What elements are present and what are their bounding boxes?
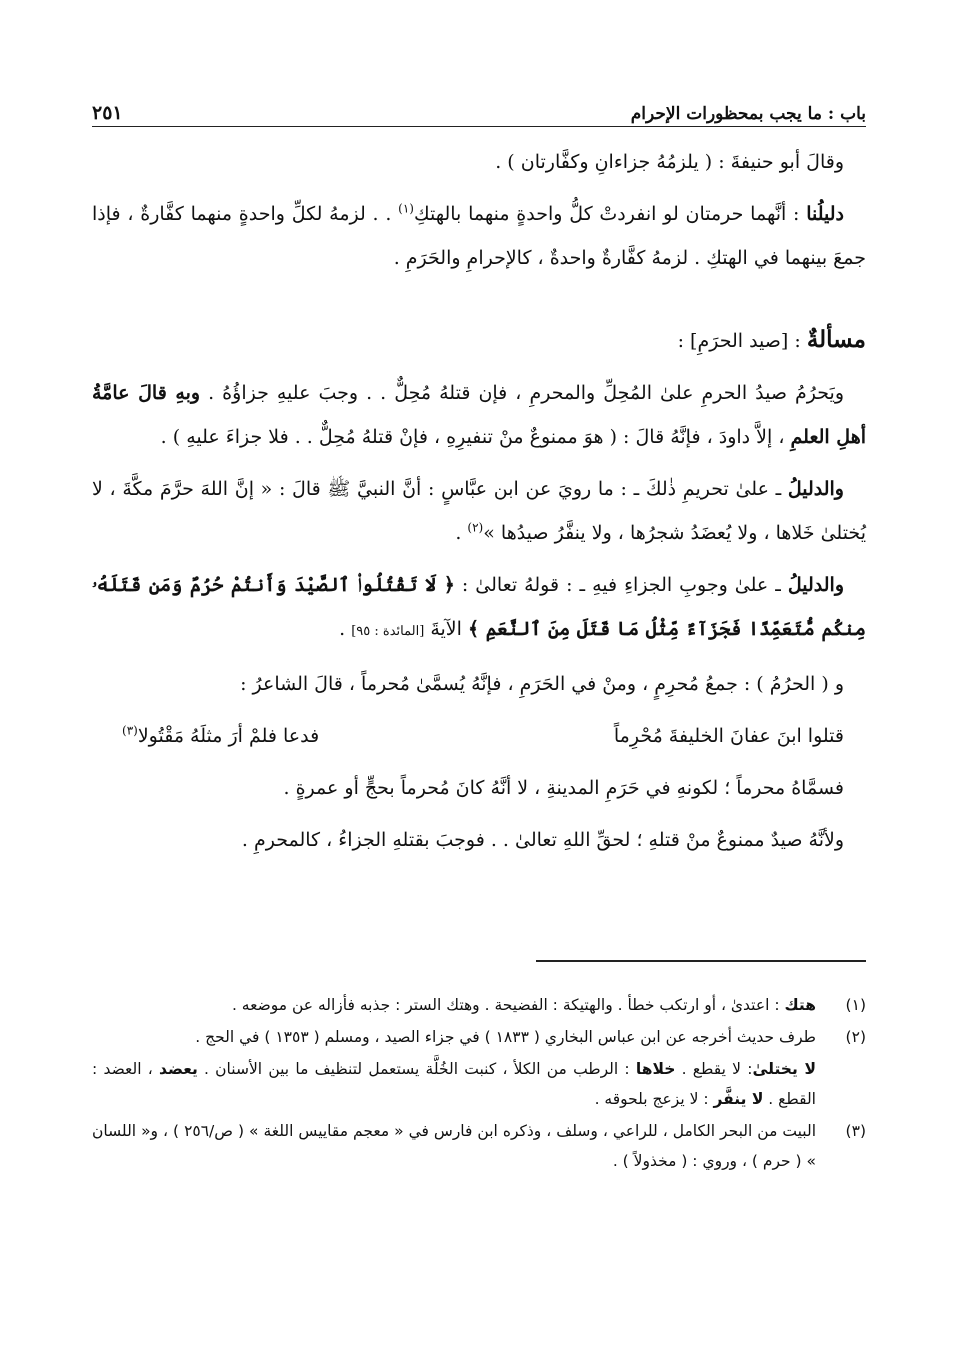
verse-first-hemistich: قتلوا ابنَ عفانَ الخليفةَ مُحْرِماً: [613, 725, 844, 747]
evidence-label-2: والدليلُ: [787, 574, 845, 596]
footnote-ref-3[interactable]: (٣): [122, 723, 138, 738]
poetry-verse: [92, 714, 866, 758]
footnote-text: البيت من البحر الكامل ، للراعي ، وسلف ، وذكره ابن فارس في « معجم مقاييس اللغة » ( ص/٢٥٦ ) ، و« اللسان » ( حرم ) ، وروي : ( مخذولاً ) .: [92, 1122, 816, 1170]
ruling-text-1: ويَحرُمُ صيدُ الحرمِ علىٰ المُحِلِّ والمحرمِ ، فإن قتلهُ مُحِلٌّ . . وجبَ عليهِ جزاؤُهُ .: [200, 382, 845, 404]
evidence-hadith-end: .: [455, 522, 468, 544]
analogy-paragraph: ولأنَّهُ صيدٌ ممنوعٌ منْ قتلهِ ؛ لحقِّ اللهِ تعالىٰ . . فوجبَ بقتلهِ الجزاءُ ، كالمحرمِ .: [241, 829, 844, 851]
evidence-hadith-paragraph: [92, 467, 866, 555]
header-rule: [92, 126, 866, 127]
verse-second-hemistich: فدعا فلمْ أرَ مثلَهُ مَقْتُولا$^{(٣)}$: [122, 723, 320, 747]
footnote-2-glossary: لا يختلىٰ: لا يقطع . خلاها : الرطب من الكلأ ، كنبت الخُلَّة يستعمل لتنظيف ما بين الأسنان . يعضد ، العضد : القطع . لا ينفَّر : لا يزعج بلحوقه .: [92, 1060, 817, 1108]
ruling-text-2: ، إلاَّ داودَ ، فإنَّهُ قالَ : ( هوَ ممنوعٌ منْ تنفيرِهِ ، فإنْ قتلهُ مُحِلٌّ . . فلا جزاءَ عليهِ ) .: [160, 426, 791, 448]
evidence-hadith-text: ـ علىٰ تحريمِ ذٰلكَ ـ : ما رويَ عن ابن عبَّاسٍ : أنَّ النبيَّ ﷺ قالَ : « إنَّ اللهَ حرَّمَ مكَّةَ ، لا يُختلىٰ خَلاها ، ولا يُعضَدُ شجرُها ، ولا ينفَّرُ صيدُها »: [92, 478, 866, 544]
footnote-rule: [536, 960, 866, 962]
masala-word: مسألةٌ: [806, 326, 866, 353]
footnote-number: (٣): [845, 1122, 866, 1140]
footnote-1: [92, 990, 866, 1020]
footnote-number: (١): [845, 996, 866, 1014]
evidence-quran-end: .: [339, 618, 352, 640]
evidence-label: والدليلُ: [787, 478, 844, 500]
section-spacer: [92, 288, 866, 318]
chapter-title: باب : ما يجب بمحظورات الإحرام: [630, 104, 866, 124]
dalil-paragraph: [92, 192, 866, 280]
evidence-quran-text-2: الآيةَ: [424, 618, 468, 640]
footnotes: [92, 990, 866, 1178]
footnote-ref-1[interactable]: (١): [398, 201, 414, 216]
ruling-paragraph: [92, 371, 866, 459]
footnote-number: (٢): [845, 1028, 866, 1046]
running-header: [92, 92, 866, 124]
quran-reference: [المائدة : ٩٥]: [351, 624, 425, 639]
dalil-text-1: : أنَّهما حرمتان لو انفردتْ كلُّ واحدةٍ منهما بالهتكِ: [413, 203, 807, 225]
hurum-definition-paragraph: و ( الحرُمُ ) : جمعُ مُحرِمٍ ، ومنْ في الحَرَمِ ، فإنَّهُ يُسمَّىٰ مُحرماً ، قالَ الشاعرُ :: [240, 673, 844, 695]
masala-heading: [92, 318, 866, 363]
footnote-text: طرف حديث أخرجه عن ابن عباس البخاري ( ١٨٣٣ ) في جزاء الصيد ، ومسلم ( ١٣٥٣ ) في الحج .: [195, 1028, 816, 1046]
dalil-label: دليلُنا: [806, 203, 844, 225]
abu-hanifa-paragraph: وقالَ أبو حنيفةَ : ( يلزمُهُ جزاءانِ وكفَّارتان ) .: [495, 151, 844, 173]
masala-title: : [صيد الحرَمِ] :: [677, 330, 807, 352]
footnote-ref-2[interactable]: (٢): [467, 520, 484, 535]
footnote-2: [92, 1022, 866, 1052]
main-text: [92, 140, 866, 870]
verse-explanation-paragraph: فسمَّاهُ محرماً ؛ لكونهِ في حَرَمِ المدينةِ ، لا أنَّهُ كانَ مُحرماً بحجٍّ أو عمرةٍ .: [283, 777, 844, 799]
page-number: ٢٥١: [92, 102, 123, 124]
dalil-text-2: . . لزمهُ لكلِّ واحدةٍ منهما كفَّارةٌ ، فإذا جمعَ بينهما في الهتكِ . لزمهُ كفَّارةٌ واحدةٌ ، كالإحرامِ والحَرَمِ .: [92, 203, 866, 269]
footnote-text: هتك : اعتدىٰ ، أو ارتكب خطأ . والهتيكة : الفضيحة . وهتك الستر : جذبه فأزاله عن موضعه .: [231, 996, 816, 1014]
footnote-3: [92, 1116, 866, 1176]
ruling-bold: وبهِ قالَ عامَّةُ أهلِ العلمِ: [92, 382, 866, 448]
quran-verse: ﴿ لَا تَقْتُلُوا۟ ٱلصَّيْدَ وَأَنتُمْ حُرُمٌ وَمَن قَتَلَهُۥ مِنكُم مُّتَعَمِّدًا فَجَزَآءٌ مِّثْلُ مَا قَتَلَ مِنَ ٱلنَّعَمِ ﴾: [92, 574, 866, 640]
evidence-quran-text-1: ـ علىٰ وجوبِ الجزاءِ فيهِ ـ : قولهُ تعالىٰ :: [454, 574, 788, 596]
evidence-quran-paragraph: [92, 563, 866, 654]
